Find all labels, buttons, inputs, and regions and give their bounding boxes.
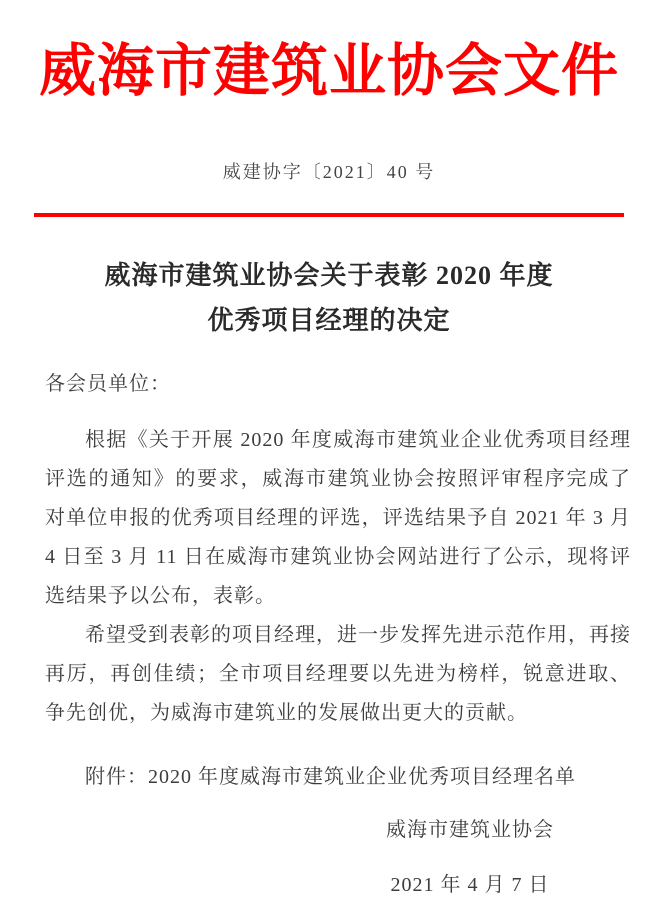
signature-block [320, 811, 620, 900]
attachment-note: 附件：2020 年度威海市建筑业企业优秀项目经理名单 [85, 766, 576, 788]
salutation: 各会员单位： [45, 373, 171, 395]
document-header-title: 威海市建筑业协会文件 [39, 40, 619, 103]
document-number: 威建协字〔2021〕40 号 [222, 162, 436, 182]
paragraph-evaluation-result: 根据《关于开展 2020 年度威海市建筑业企业优秀项目经理评选的通知》的要求，威海市建筑业协会按照评审程序完成了对单位申报的优秀项目经理的评选，评选结果予自 2021 年 3 月 4 日至 3 月 11 日在威海市建筑业协会网站进行了公示，现将评选结果予以公布，表彰。 [45, 429, 631, 607]
issuing-organization: 威海市建筑业协会 [386, 819, 554, 841]
issue-date: 2021 年 4 月 7 日 [390, 874, 550, 896]
document-body [0, 365, 658, 797]
red-divider-line [34, 213, 624, 217]
document-title-line2: 优秀项目经理的决定 [207, 306, 451, 335]
paragraph-encouragement: 希望受到表彰的项目经理，进一步发挥先进示范作用，再接再厉，再创佳绩；全市项目经理要以先进为榜样，锐意进取、争先创优，为威海市建筑业的发展做出更大的贡献。 [45, 624, 631, 724]
document-title [0, 253, 658, 343]
document-title-line1: 威海市建筑业协会关于表彰 2020 年度 [104, 261, 554, 290]
